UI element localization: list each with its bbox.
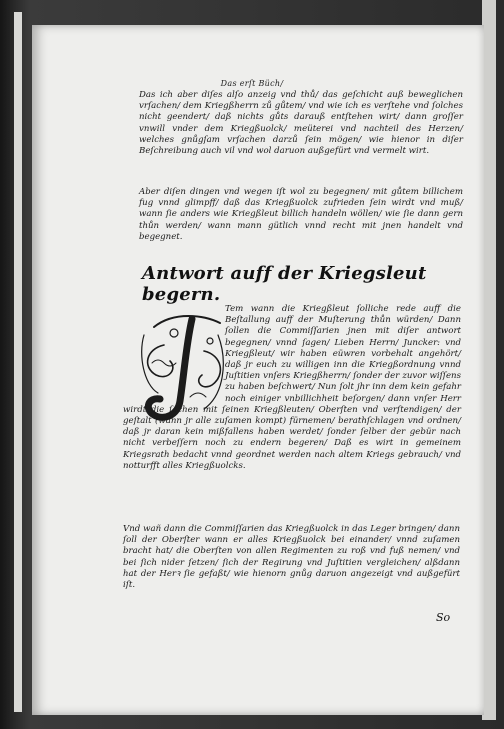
paragraph-2: Aber diſen dingen vnd wegen iſt wol zu begegnen/ mit gůtem billichem fug vnnd glimpff/ daß das Kriegßuolck zufrieden ſein wirdt vnd muß/ wann ſie anders wie Kriegßleut billich handeln wöllen/ wie ſie dann gern thůn werden/ wann mann gütlich vnnd recht mit jnen handelt vnd begegnet. [139, 187, 463, 242]
svg-text:J: J [174, 383, 175, 384]
page-edge-left [14, 12, 22, 712]
section-heading: Antwort auff der Kriegsleut begern. [142, 263, 427, 305]
catchword: So [436, 611, 451, 624]
paragraph-1: Das ich aber diſes alſo anzeig vnd thů/ das geſchicht auß beweglichen vrſachen/ dem Kriegßherrn zů gůtem/ vnd wie ich es verſtehe vnd ſolches nicht geendert/ daß nichts gůts darauß entſtehen wirt/ dann groſſer vnwill vnder dem Kriegßuolck/ meüterei vnd nachteil des Herzen/ welches gnůgſam vrſachen darzů ſein mögen/ wie hienor in diſer Beſchreibung auch vil vnd wol daruon außgefürt vnd vermelt wirt. [139, 90, 463, 157]
paragraph-3 [123, 304, 461, 472]
running-head: Das erſt Büch/ [220, 79, 284, 88]
page-edge-right [482, 0, 496, 720]
paragraph-4: Vnd wañ dann die Commiſſarien das Kriegßuolck in das Leger bringen/ dann ſoll der Oberſter wann er alles Kriegßuolck bei einander/ vnnd zuſamen bracht hat/ die Oberſten von allen Regimenten zu roß vnd fuß nemen/ vnd bei ſich nider ſetzen/ ſich der Regirung vnd Juſtitien vergleichen/ alßdann hat der Herꝛ ſie gefaßt/ wie hienorn gnůg daruon angezeigt vnd außgefürt iſt. [123, 524, 460, 591]
paragraph-3-text: Tem wann die Kriegßleut ſolliche rede auff die Beſtallung auff der Muſterung thůn würden/ Dann ſollen die Commiſſarien jnen mit diſer antwort begegnen/ vnnd ſagen/ Lieben Herrn/ Juncker: vnd Kriegßleut/ wir haben eüwren vorbehalt angehört/ daß jr euch zu willigen inn die Kriegßordnung vnnd Juſtitien vnſers Kriegßherrn/ ſonder der zuvor wiſſens zu haben beſchwert/ Nun ſolt jhr inn dem kein gefahr noch einiger vnbillichheit beſorgen/ dann vnſer Herr wirdt die ſachen mit ſeinen Kriegßleuten/ Oberſten vnd verſtendigen/ der geſtalt (wann jr alle zuſamen kompt) fürnemen/ berathſchlagen vnd ordnen/ daß jr daran kein mißfallens haben werdet/ ſonder ſelber der gebür nach nicht verbeſſern noch zu endern begeren/ Daß es wirt in gemeinem Kriegsrath bedacht vnnd geordnet werden nach altem Kriegs gebrauch/ vnd notturfft alles Kriegßuolcks. [123, 304, 461, 471]
